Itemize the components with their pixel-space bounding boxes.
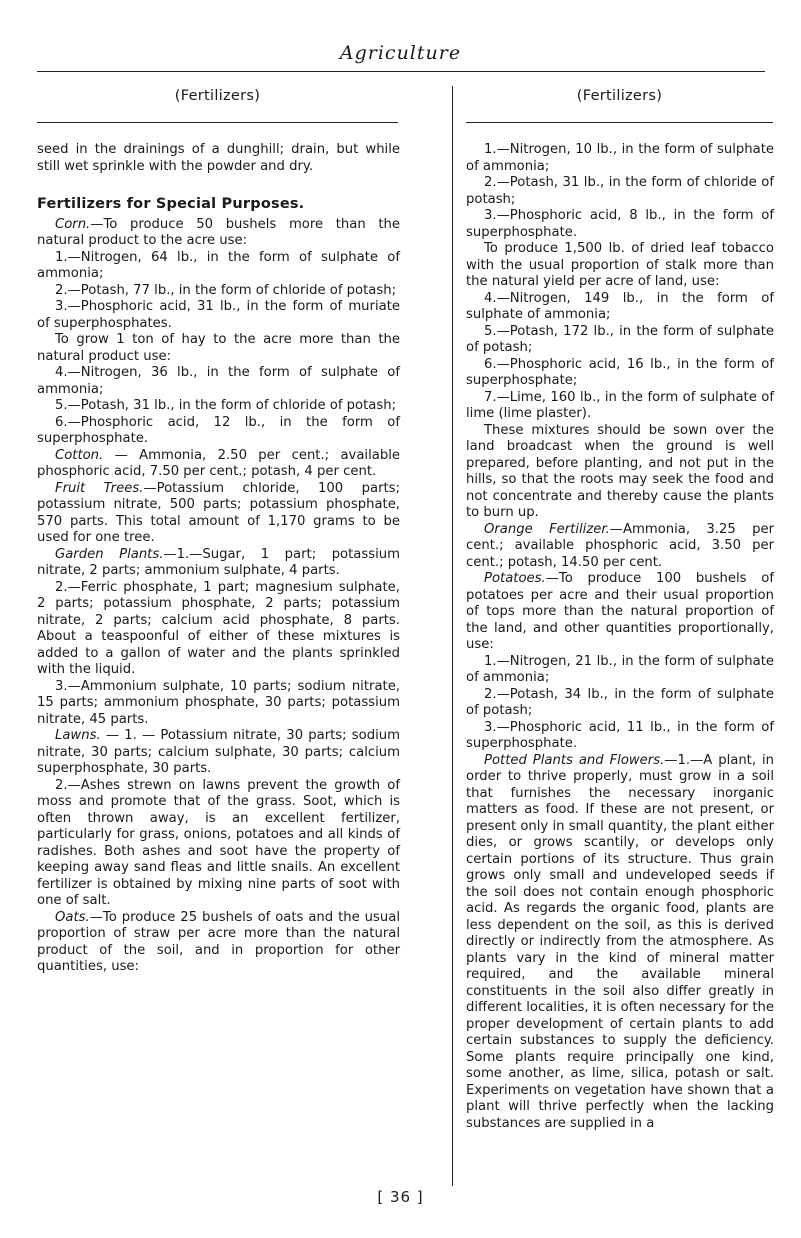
oats-item-3: 3.—Phosphoric acid, 8 lb., in the form of superphosphate. (466, 208, 774, 240)
corn-text: —To produce 50 bushels more than the natural product to the acre use: (37, 216, 400, 248)
left-column-heading: (Fertilizers) (174, 88, 261, 104)
section-title: Fertilizers for Special Purposes. (37, 196, 305, 212)
oats-paragraph (37, 910, 400, 976)
corn-label: Corn. (55, 216, 91, 232)
lawns-label: Lawns. (55, 728, 101, 743)
header-rule (37, 71, 765, 72)
mixtures-paragraph: These mixtures should be sown over the land broadcast when the ground is well prepared, before planting, and not put in the hills, so that the roots may seek the food and not concentrate and thereby cause the plants to burn up. (466, 422, 774, 520)
oats-item-1: 1.—Nitrogen, 10 lb., in the form of sulphate of ammonia; (466, 142, 774, 174)
fruit-trees-label: Fruit Trees. (55, 480, 144, 496)
left-column (37, 88, 437, 976)
hay-item-5: 5.—Potash, 31 lb., in the form of chloride of potash; (55, 398, 397, 413)
garden-item-1: —1.—Sugar, 1 part; potassium nitrate, 2 parts; ammonium sulphate, 4 parts. (37, 546, 400, 578)
left-column-text (37, 142, 400, 976)
tobacco-item-7: 7.—Lime, 160 lb., in the form of sulphate of lime (lime plaster). (466, 389, 774, 421)
corn-item-1: 1.—Nitrogen, 64 lb., in the form of sulphate of ammonia; (37, 249, 400, 281)
potted-plants-paragraph (466, 753, 774, 1133)
potatoes-item-1: 1.—Nitrogen, 21 lb., in the form of sulphate of ammonia; (466, 653, 774, 685)
potted-plants-text: —1.—A plant, in order to thrive properly, must grow in a soil that furnishes the necessary inorganic matters as food. If these are not present, or present only in small quantity, the plant either dies, or grows scantily, or develops only certain portions of its structure. Thus grain grows only small and undeveloped seeds if the soil does not contain enough phosphoric acid. As regards the organic food, plants are less dependent on the soil, as this is derived directly or indirectly from the atmosphere. As plants vary in the kind of mineral matter required, and the available mineral constituents in the soil also differ greatly in different localities, it is often necessary for the proper development of certain plants to add certain substances to supply the deficiency. Some plants require principally one kind, some another, as lime, silica, potash or salt. Experiments on vegetation have shown that a plant will thrive perfectly when the lacking substances are supplied in a (466, 752, 774, 1131)
column-divider (452, 86, 453, 1186)
intro-paragraph: seed in the drainings of a dunghill; drain, but while still wet sprinkle with the powder and dry. (37, 142, 400, 174)
lawns-item-1: — 1. — Potassium nitrate, 30 parts; sodium nitrate, 30 parts; calcium sulphate, 30 parts; calcium superphosphate, 30 parts. (37, 728, 400, 776)
tobacco-item-6: 6.—Phosphoric acid, 16 lb., in the form of superphosphate; (466, 356, 774, 388)
fruit-trees-paragraph (37, 481, 400, 547)
garden-plants-paragraph (37, 547, 400, 580)
oats-text: —To produce 25 bushels of oats and the usual proportion of straw per acre more than the natural product of the soil, and in proportion for other quantities, use: (37, 909, 400, 974)
cotton-label: Cotton. (55, 447, 104, 463)
hay-item-6: 6.—Phosphoric acid, 12 lb., in the form of superphosphate. (37, 414, 400, 446)
orange-paragraph (466, 522, 774, 572)
right-column (466, 88, 775, 1132)
tobacco-paragraph: To produce 1,500 lb. of dried leaf tobacco with the usual proportion of stalk more than the natural yield per acre of land, use: (466, 241, 774, 289)
hay-paragraph: To grow 1 ton of hay to the acre more than the natural product use: (37, 332, 400, 364)
garden-item-3: 3.—Ammonium sulphate, 10 parts; sodium nitrate, 15 parts; ammonium phosphate, 30 parts; potassium nitrate, 45 parts. (37, 678, 400, 727)
lawns-paragraph (37, 728, 400, 778)
left-column-rule (37, 122, 398, 123)
oats-item-2: 2.—Potash, 31 lb., in the form of chloride of potash; (466, 175, 774, 207)
potatoes-item-3: 3.—Phosphoric acid, 11 lb., in the form of superphosphate. (466, 719, 774, 751)
cotton-paragraph (37, 448, 400, 481)
garden-plants-label: Garden Plants. (55, 546, 164, 562)
running-head: Agriculture (339, 42, 462, 64)
hay-item-4: 4.—Nitrogen, 36 lb., in the form of sulphate of ammonia; (37, 365, 400, 397)
lawns-item-2: 2.—Ashes strewn on lawns prevent the growth of moss and promote that of the grass. Soot, which is often thrown away, is an excellent fertilizer, particularly for grass, onions, potatoes and all kinds of radishes. Both ashes and soot have the property of keeping away sand fleas and little snails. An excellent fertilizer is obtained by mixing nine parts of soot with one of salt. (37, 777, 400, 908)
garden-item-2: 2.—Ferric phosphate, 1 part; magnesium sulphate, 2 parts; potassium phosphate, 2 parts; potassium nitrate, 2 parts; calcium acid phosphate, 8 parts. About a teaspoonful of either of these mixtures is added to a gallon of water and the plants sprinkled with the liquid. (37, 579, 400, 677)
corn-item-3: 3.—Phosphoric acid, 31 lb., in the form of muriate of superphosphates. (37, 299, 400, 331)
potatoes-label: Potatoes. (484, 571, 546, 586)
right-column-heading: (Fertilizers) (576, 88, 663, 104)
cotton-text: — Ammonia, 2.50 per cent.; available phosphoric acid, 7.50 per cent.; potash, 4 per cent. (37, 447, 400, 479)
fruit-trees-text: —Potassium chloride, 100 parts; potassium nitrate, 500 parts; potassium phosphate, 570 parts. This total amount of 1,170 grams to be used for one tree. (37, 480, 400, 545)
corn-item-2: 2.—Potash, 77 lb., in the form of chloride of potash; (55, 282, 397, 298)
potted-plants-label: Potted Plants and Flowers. (484, 752, 665, 768)
page-number: [ 36 ] (377, 1188, 424, 1206)
oats-label: Oats. (55, 909, 90, 925)
orange-label: Orange Fertilizer. (484, 521, 610, 537)
corn-paragraph (37, 217, 400, 250)
orange-text: —Ammonia, 3.25 per cent.; available phosphoric acid, 3.50 per cent.; potash, 14.50 per cent. (466, 521, 775, 570)
tobacco-item-4: 4.—Nitrogen, 149 lb., in the form of sulphate of ammonia; (466, 290, 774, 322)
potatoes-paragraph (466, 571, 774, 654)
potatoes-text: —To produce 100 bushels of potatoes per acre and their usual proportion of tops more than the natural proportion of the land, and other quantities proportionally, use: (466, 571, 774, 652)
tobacco-item-5: 5.—Potash, 172 lb., in the form of sulphate of potash; (466, 323, 774, 355)
right-column-text (466, 142, 774, 1132)
potatoes-item-2: 2.—Potash, 34 lb., in the form of sulphate of potash; (466, 686, 774, 718)
right-column-rule (466, 122, 773, 123)
